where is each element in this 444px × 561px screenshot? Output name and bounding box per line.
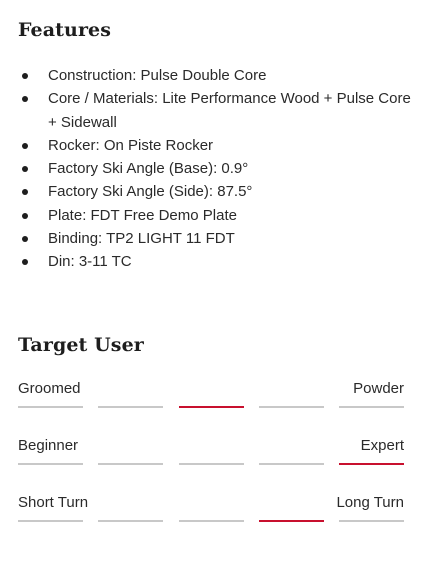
scale-segment-active <box>339 463 404 465</box>
feature-text: Factory Ski Angle (Side): 87.5° <box>48 183 253 201</box>
scale-segment <box>18 406 83 408</box>
bullet-icon <box>22 73 28 79</box>
scale-segment <box>18 520 83 522</box>
feature-text: Rocker: On Piste Rocker <box>48 136 214 154</box>
bullet-icon <box>22 213 28 219</box>
scale-label-right: Expert <box>360 437 404 454</box>
bullet-icon <box>22 259 28 265</box>
turn-radius-scale <box>18 494 404 534</box>
bullet-icon <box>22 189 28 195</box>
scale-segment-active <box>259 520 324 522</box>
scale-label-left: Groomed <box>18 380 81 397</box>
scale-segments <box>18 463 404 466</box>
scale-segment <box>98 520 163 522</box>
scale-segment <box>179 463 244 465</box>
scale-segment <box>18 463 83 465</box>
scale-label-right: Powder <box>353 380 404 397</box>
feature-text: Factory Ski Angle (Base): 0.9° <box>48 160 249 178</box>
feature-item <box>0 87 420 134</box>
target-user-heading: Target User <box>18 334 144 356</box>
feature-text: Core / Materials: Lite Performance Wood + Pulse Core + Sidewall <box>48 90 411 131</box>
scale-label-left: Beginner <box>18 437 79 454</box>
scale-segment <box>179 520 244 522</box>
feature-text: Binding: TP2 LIGHT 11 FDT <box>48 230 235 248</box>
feature-text: Construction: Pulse Double Core <box>48 67 267 84</box>
bullet-icon <box>22 166 28 172</box>
feature-item <box>0 157 420 180</box>
bullet-icon <box>22 143 28 149</box>
scale-segment <box>98 463 163 465</box>
scale-segment <box>259 406 324 408</box>
feature-text: Din: 3-11 TC <box>48 253 132 271</box>
scale-segment <box>98 406 163 408</box>
feature-item <box>0 64 420 87</box>
scale-segment <box>339 406 404 408</box>
ability-scale <box>18 437 404 477</box>
features-list <box>0 64 420 274</box>
feature-item <box>0 180 420 203</box>
scale-segments <box>18 520 404 523</box>
feature-item <box>0 227 420 250</box>
feature-item <box>0 250 420 273</box>
bullet-icon <box>22 236 28 242</box>
features-heading: Features <box>18 19 112 41</box>
scale-segment-active <box>179 406 244 408</box>
scale-label-left: Short Turn <box>18 494 89 511</box>
scale-segment <box>339 520 404 522</box>
scale-segment <box>259 463 324 465</box>
scale-segments <box>18 406 404 409</box>
feature-item <box>0 134 420 157</box>
feature-item <box>0 204 420 227</box>
bullet-icon <box>22 96 28 102</box>
scale-label-right: Long Turn <box>336 494 404 511</box>
terrain-scale <box>18 380 404 420</box>
feature-text: Plate: FDT Free Demo Plate <box>48 206 237 224</box>
